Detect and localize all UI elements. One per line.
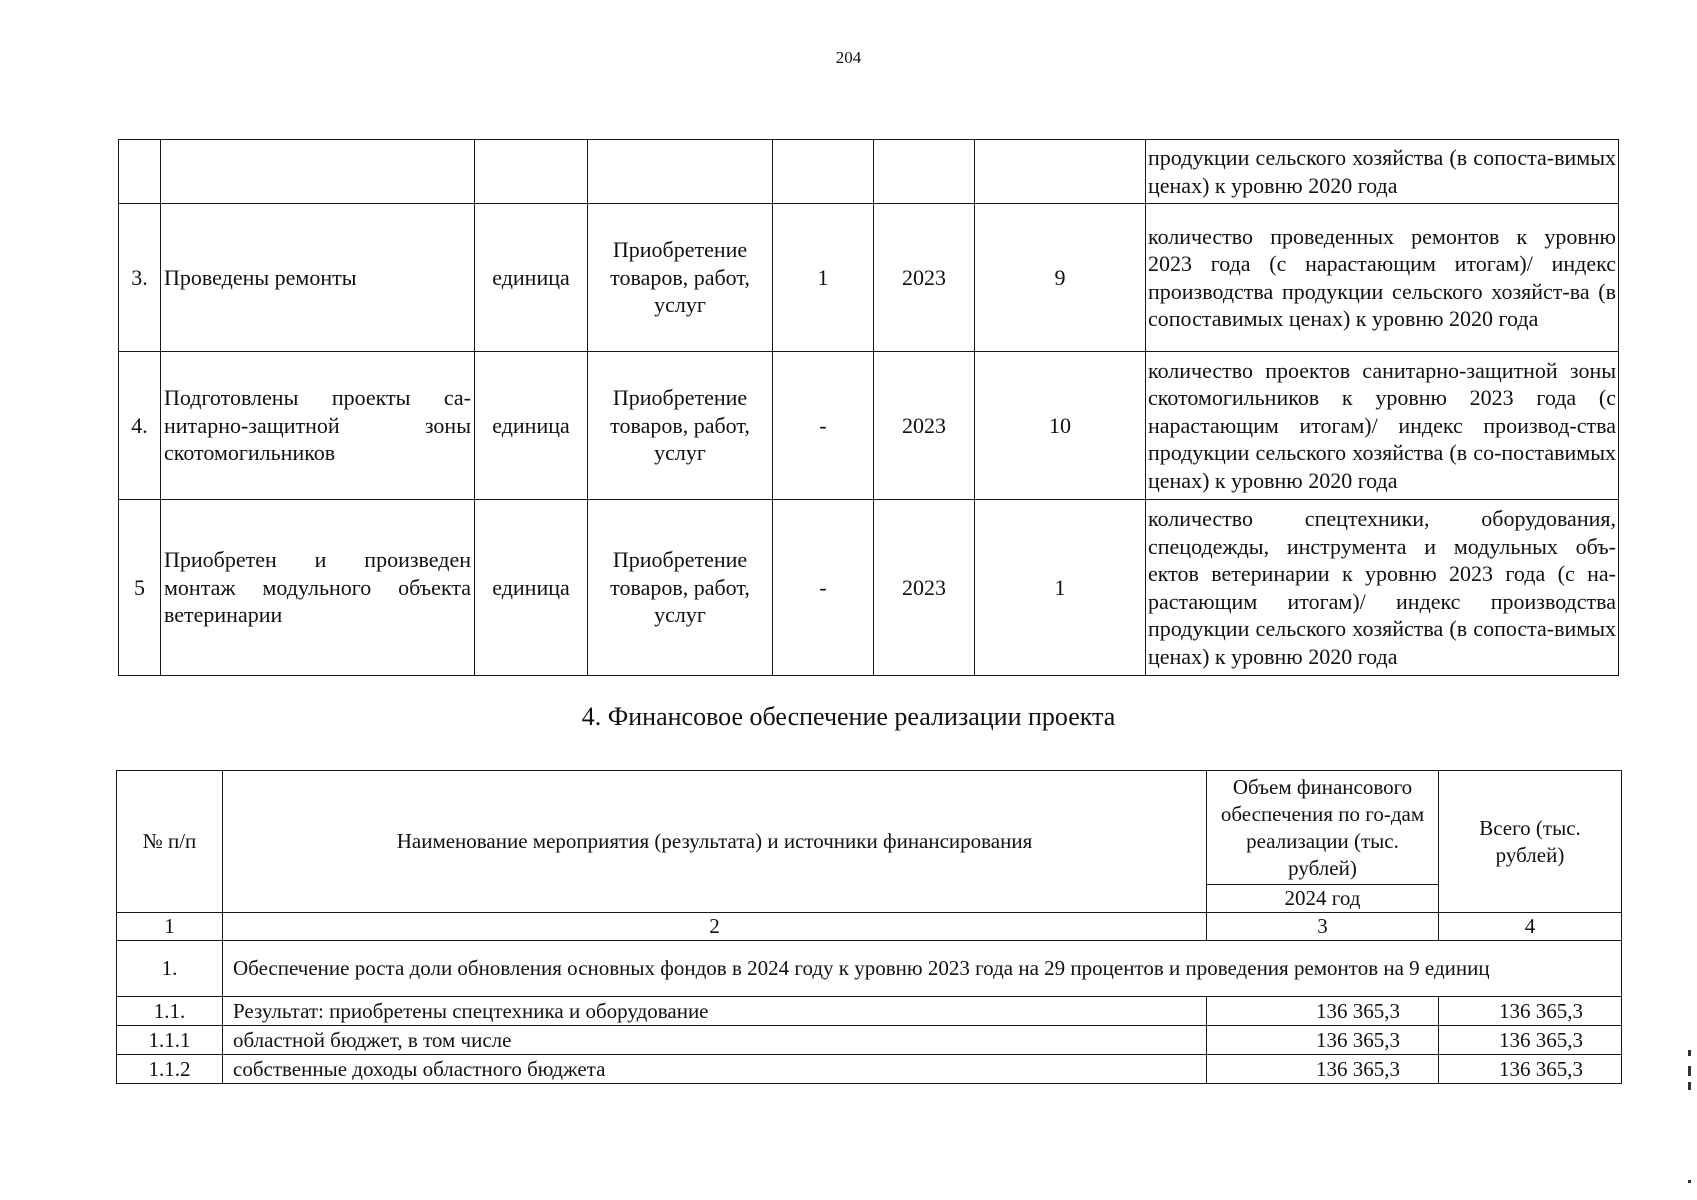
target-value: 10 (975, 352, 1146, 500)
task-row (117, 941, 1622, 997)
header-volume: Объем финансового обеспечения по го-дам реализации (тыс. рублей) (1207, 771, 1439, 885)
row-2024: 136 365,3 (1207, 997, 1439, 1026)
result-name: Проведены ремонты (161, 204, 475, 352)
table-row (119, 204, 1619, 352)
row-2024: 136 365,3 (1207, 1026, 1439, 1055)
column-numbers-row (117, 913, 1622, 941)
table-row (117, 1055, 1622, 1084)
row-2024: 136 365,3 (1207, 1055, 1439, 1084)
result-name: Приобретен и произведен монтаж модульного объекта ветеринарии (161, 500, 475, 676)
target-value: 9 (975, 204, 1146, 352)
table-row (119, 352, 1619, 500)
result-name: Подготовлены проекты са-нитарно-защитной зоны скотомогильников (161, 352, 475, 500)
result-description: количество проведенных ремонтов к уровню 2023 года (с нарастающим итогам)/ индекс производства продукции сельского хозяйст-ва (в сопоставимых ценах) к уровню 2020 года (1146, 204, 1619, 352)
base-year: 2023 (874, 204, 975, 352)
row-total: 136 365,3 (1439, 997, 1622, 1026)
unit: единица (475, 352, 588, 500)
row-total: 136 365,3 (1439, 1026, 1622, 1055)
target-value (975, 140, 1146, 204)
result-name (161, 140, 475, 204)
result-type: Приобретение товаров, работ, услуг (588, 352, 773, 500)
header-num: № п/п (117, 771, 223, 913)
base-year: 2023 (874, 352, 975, 500)
row-number: 4. (119, 352, 161, 500)
col-number: 2 (223, 913, 1207, 941)
base-value (773, 140, 874, 204)
base-value: - (773, 352, 874, 500)
row-number: 3. (119, 204, 161, 352)
base-year: 2023 (874, 500, 975, 676)
row-name: областной бюджет, в том числе (223, 1026, 1207, 1055)
task-text: Обеспечение роста доли обновления основных фондов в 2024 году к уровню 2023 года на 29 процентов и проведения ремонтов на 9 единиц (223, 941, 1622, 997)
result-type: Приобретение товаров, работ, услуг (588, 500, 773, 676)
table-row (119, 500, 1619, 676)
row-number: 1.1. (117, 997, 223, 1026)
task-number: 1. (117, 941, 223, 997)
scan-mark (1688, 1050, 1691, 1056)
row-number: 1.1.1 (117, 1026, 223, 1055)
header-row (117, 771, 1622, 885)
table-row (117, 997, 1622, 1026)
unit: единица (475, 204, 588, 352)
scan-mark (1688, 1066, 1691, 1076)
unit (475, 140, 588, 204)
row-number: 5 (119, 500, 161, 676)
scan-mark (1688, 1180, 1691, 1183)
unit: единица (475, 500, 588, 676)
col-number: 1 (117, 913, 223, 941)
base-value: - (773, 500, 874, 676)
row-total: 136 365,3 (1439, 1055, 1622, 1084)
row-number: 1.1.2 (117, 1055, 223, 1084)
page-number: 204 (835, 48, 862, 67)
result-description: количество спецтехники, оборудования, спецодежды, инструмента и модульных объ-ектов ветеринарии к уровню 2023 года (с на-растающим итогам)/ индекс производства продукции сельского хозяйства (в сопоста-вимых ценах) к уровню 2020 года (1146, 500, 1619, 676)
header-total: Всего (тыс. рублей) (1439, 771, 1622, 913)
table-row (117, 1026, 1622, 1055)
table-row (119, 140, 1619, 204)
section-title: 4. Финансовое обеспечение реализации проекта (581, 702, 1116, 731)
header-name: Наименование мероприятия (результата) и источники финансирования (223, 771, 1207, 913)
result-type: Приобретение товаров, работ, услуг (588, 204, 773, 352)
target-value: 1 (975, 500, 1146, 676)
result-description: количество проектов санитарно-защитной зоны скотомогильников к уровню 2023 года (с нарастающим итогам)/ индекс производ-ства продукции сельского хозяйства (в со-поставимых ценах) к уровню 2020 года (1146, 352, 1619, 500)
scan-mark (1688, 1082, 1691, 1090)
result-type (588, 140, 773, 204)
base-value: 1 (773, 204, 874, 352)
row-name: собственные доходы областного бюджета (223, 1055, 1207, 1084)
col-number: 4 (1439, 913, 1622, 941)
header-year: 2024 год (1207, 885, 1439, 913)
row-name: Результат: приобретены спецтехника и оборудование (223, 997, 1207, 1026)
col-number: 3 (1207, 913, 1439, 941)
base-year (874, 140, 975, 204)
result-description: продукции сельского хозяйства (в сопоста-вимых ценах) к уровню 2020 года (1146, 140, 1619, 204)
financing-table (116, 770, 1622, 1084)
results-table (118, 139, 1619, 676)
row-number (119, 140, 161, 204)
